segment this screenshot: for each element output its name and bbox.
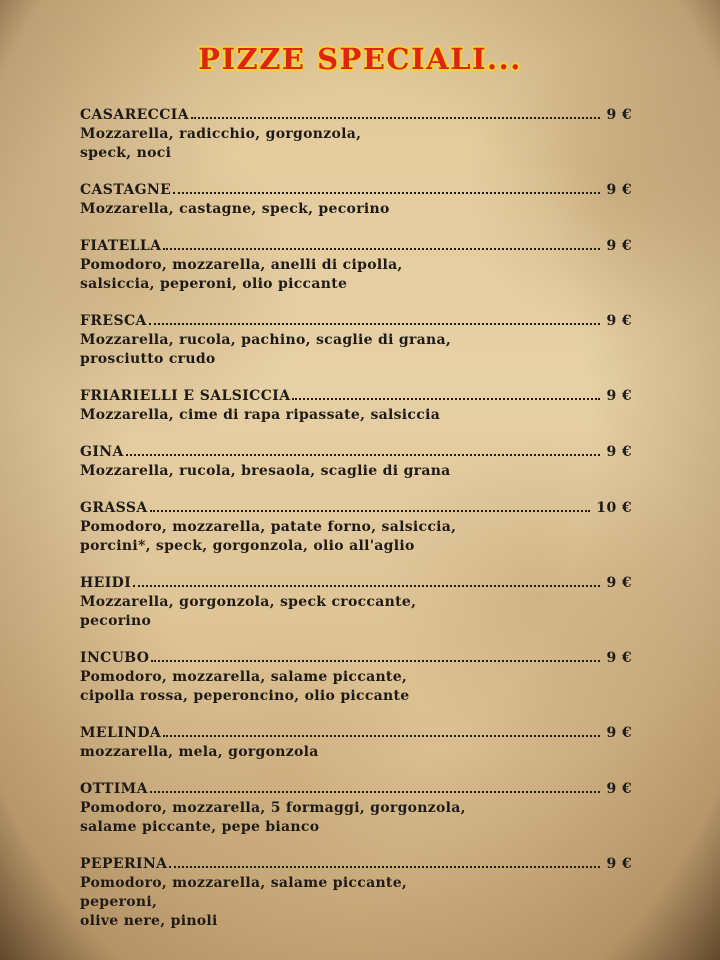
item-description: Mozzarella, castagne, speck, pecorino: [80, 201, 390, 217]
item-price: 9 €: [606, 444, 632, 460]
menu-item-grassa: [80, 499, 632, 556]
item-description: Mozzarella, cime di rapa ripassate, salsiccia: [80, 407, 441, 423]
item-price: 9 €: [606, 725, 632, 741]
dot-leader: [133, 585, 600, 587]
item-header: [80, 855, 632, 874]
dot-leader: [163, 735, 600, 737]
menu-title: PIZZE SPECIALI...: [198, 42, 522, 76]
menu-item-friarielli-e-salsiccia: [80, 387, 632, 425]
item-price: 9 €: [606, 313, 632, 329]
item-description: Pomodoro, mozzarella, salame piccante, cipolla rossa, peperoncino, olio piccante: [80, 669, 410, 704]
dot-leader: [163, 248, 600, 250]
item-description: Pomodoro, mozzarella, anelli di cipolla, salsiccia, peperoni, olio piccante: [80, 257, 403, 292]
item-name: PEPERINA: [80, 856, 168, 872]
menu-list: [80, 106, 632, 931]
item-price: 10 €: [596, 500, 632, 516]
item-name: OTTIMA: [80, 781, 148, 797]
item-description: mozzarella, mela, gorgonzola: [80, 744, 319, 760]
item-description: Pomodoro, mozzarella, salame piccante, peperoni, olive nere, pinoli: [80, 875, 408, 929]
item-name: GINA: [80, 444, 124, 460]
menu-item-incubo: [80, 649, 632, 706]
item-header: [80, 574, 632, 593]
item-price: 9 €: [606, 575, 632, 591]
item-price: 9 €: [606, 182, 632, 198]
item-header: [80, 106, 632, 125]
item-header: [80, 499, 632, 518]
item-header: [80, 387, 632, 406]
item-name: CASTAGNE: [80, 182, 172, 198]
menu-item-casareccia: [80, 106, 632, 163]
item-header: [80, 443, 632, 462]
dot-leader: [150, 510, 591, 512]
item-header: [80, 312, 632, 331]
dot-leader: [292, 398, 600, 400]
menu-item-fresca: [80, 312, 632, 369]
item-price: 9 €: [606, 107, 632, 123]
dot-leader: [149, 323, 601, 325]
item-description: Mozzarella, radicchio, gorgonzola, speck, noci: [80, 126, 362, 161]
item-description: Mozzarella, gorgonzola, speck croccante, pecorino: [80, 594, 417, 629]
item-price: 9 €: [606, 388, 632, 404]
item-name: FRIARIELLI E SALSICCIA: [80, 388, 291, 404]
dot-leader: [150, 791, 601, 793]
item-header: [80, 237, 632, 256]
item-description: Mozzarella, rucola, pachino, scaglie di grana, prosciutto crudo: [80, 332, 452, 367]
menu-item-gina: [80, 443, 632, 481]
item-price: 9 €: [606, 781, 632, 797]
item-name: CASARECCIA: [80, 107, 189, 123]
dot-leader: [151, 660, 600, 662]
item-description: Pomodoro, mozzarella, patate forno, salsiccia, porcini*, speck, gorgonzola, olio all'aglio: [80, 519, 457, 554]
item-header: [80, 780, 632, 799]
menu-item-heidi: [80, 574, 632, 631]
dot-leader: [169, 866, 600, 868]
menu-item-fiatella: [80, 237, 632, 294]
item-price: 9 €: [606, 856, 632, 872]
menu-item-ottima: [80, 780, 632, 837]
item-name: FIATELLA: [80, 238, 162, 254]
item-price: 9 €: [606, 238, 632, 254]
menu-item-castagne: [80, 181, 632, 219]
item-header: [80, 649, 632, 668]
item-description: Mozzarella, rucola, bresaola, scaglie di grana: [80, 463, 451, 479]
item-name: MELINDA: [80, 725, 162, 741]
item-name: GRASSA: [80, 500, 148, 516]
dot-leader: [191, 117, 600, 119]
item-header: [80, 724, 632, 743]
dot-leader: [126, 454, 601, 456]
item-description: Pomodoro, mozzarella, 5 formaggi, gorgonzola, salame piccante, pepe bianco: [80, 800, 466, 835]
item-header: [80, 181, 632, 200]
item-price: 9 €: [606, 650, 632, 666]
menu-item-melinda: [80, 724, 632, 762]
menu-item-peperina: [80, 855, 632, 931]
item-name: HEIDI: [80, 575, 132, 591]
item-name: INCUBO: [80, 650, 150, 666]
item-name: FRESCA: [80, 313, 147, 329]
dot-leader: [173, 192, 600, 194]
